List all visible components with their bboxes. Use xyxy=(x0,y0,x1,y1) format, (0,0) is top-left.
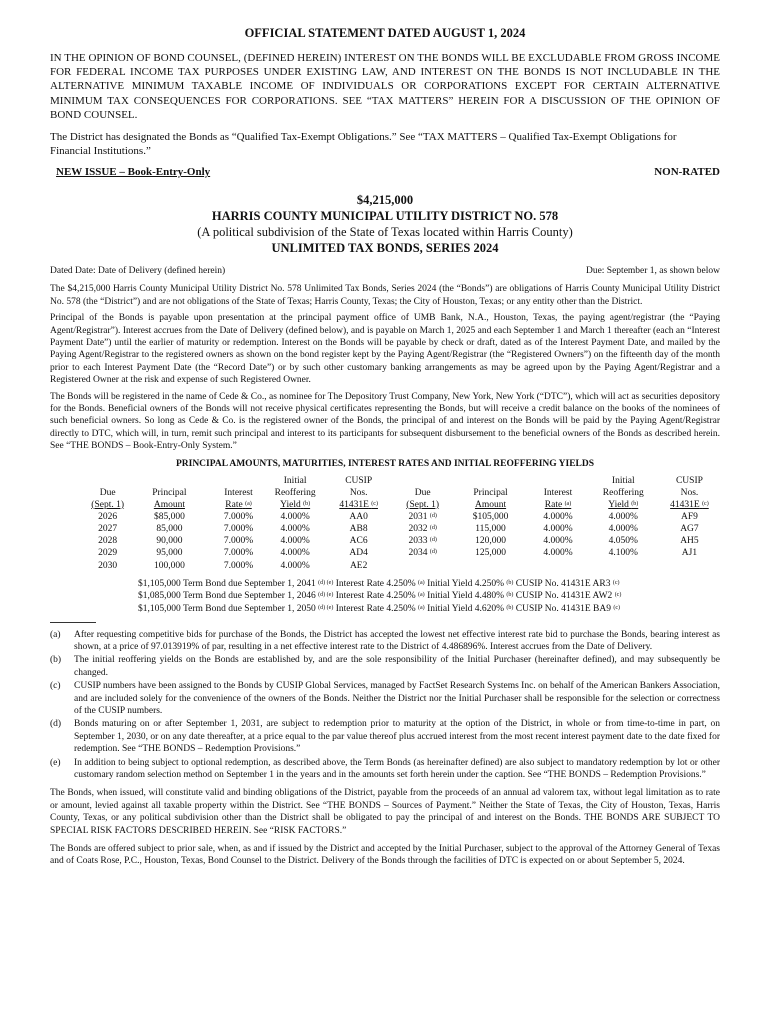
dated-due-row xyxy=(50,266,720,276)
security-paragraph: The Bonds, when issued, will constitute valid and binding obligations of the District, payable from the proceeds of an annual ad valorem tax, without legal limitation as to rate or amount, levied against all taxable property within the District. See “THE BONDS – Sources of Payment.” Neither the State of Texas, the City of Houston, Texas, Harris County, Texas, or any political subdivision other than the District shall be obligated to pay the principal of and interest on the Bonds. THE BONDS ARE SUBJECT TO SPECIAL RISK FACTORS DESCRIBED HEREIN. See “RISK FACTORS.” xyxy=(50,788,720,836)
bond-heading xyxy=(50,192,720,256)
footnote: (d) Bonds maturing on or after September 1, 2031, are subject to redemption prior to maturity at the option of the District, in whole or from time-to-time in part, on September 1, 2030, or on any date thereafter, at a price equal to the par value thereof plus accrued interest from the most recent interest payment date to the date fixed for redemption. See “THE BONDS – Redemption Provisions.” xyxy=(50,719,720,755)
issue-row xyxy=(50,166,720,178)
header-amount: Amount xyxy=(474,499,507,510)
intro-paragraph: The $4,215,000 Harris County Municipal Utility District No. 578 Unlimited Tax Bonds, Series 2024 (the “Bonds”) are obligations of Harris County Municipal Utility District No. 578 (the “District”) and are not obligations of the State of Texas; Harris County, Texas; the City of Houston, Texas; or any entity other than the District. xyxy=(50,284,720,307)
header-interest: Interest xyxy=(543,487,573,498)
dated-date: Dated Date: Date of Delivery (defined herein) xyxy=(50,266,226,277)
header-interest: Interest xyxy=(224,487,253,498)
document-title: OFFICIAL STATEMENT DATED AUGUST 1, 2024 xyxy=(244,26,526,40)
header-principal: Principal xyxy=(152,487,187,498)
header-cusip: CUSIP xyxy=(345,475,373,486)
table-row: 2027 85,000 7.000% 4.000% AB8 2032 $^{(d)}$ 115,000 4.000% 4.000% AG7 xyxy=(98,523,699,534)
header-yield: Yield $^{(b)}$ xyxy=(280,499,311,510)
tax-opinion-paragraph: IN THE OPINION OF BOND COUNSEL, (DEFINED HEREIN) INTEREST ON THE BONDS WILL BE EXCLUDABLE FROM GROSS INCOME FOR FEDERAL INCOME TAX PURPOSES UNDER EXISTING LAW, AND INTEREST ON THE BONDS IS NOT INCLUDABLE IN THE ALTERNATIVE MINIMUM TAXABLE INCOME OF INDIVIDUALS OR CORPORATIONS EXCEPT FOR CERTAIN ALTERNATIVE MINIMUM TAX CONSEQUENCES FOR CORPORATIONS. SEE “TAX MATTERS” HEREIN FOR A DISCUSSION OF THE OPINION OF BOND COUNSEL. xyxy=(50,52,720,121)
term-bond-line: $1,105,000 Term Bond due September 1, 2050 $^{(d) (e)}$ Interest Rate 4.250% $^{(a)}$ Initial Yield 4.620% $^{(b)}$ CUSIP No. 41431E BA9 $^{(c)}$ xyxy=(138,603,621,614)
book-entry-paragraph: The Bonds will be registered in the name of Cede & Co., as nominee for The Depository Trust Company, New York, New York (“DTC”), which will act as securities depository for the Bonds. Beneficial owners of the Bonds will not receive physical certificates representing the Bonds, but will receive a credit balance on the books of the nominees of such beneficial owners. So long as Cede & Co. is the registered owner of the Bonds, the principal of and interest on the Bonds will be paid by the Paying Agent/Registrar directly to DTC, which will, in turn, remit such principal and interest to its participants for subsequent disbursement to the beneficial owners of the Bonds as described herein. See “THE BONDS – Book-Entry-Only System.” xyxy=(50,391,720,452)
header-initial: Initial xyxy=(611,475,635,486)
term-bond-line: $1,085,000 Term Bond due September 1, 2046 $^{(d) (e)}$ Interest Rate 4.250% $^{(a)}$ Initial Yield 4.480% $^{(b)}$ CUSIP No. 41431E AW2 $^{(c)}$ xyxy=(138,591,622,602)
rating-label: NON-RATED xyxy=(654,166,720,179)
term-bonds xyxy=(138,578,720,616)
table-row: 2028 90,000 7.000% 4.000% AC6 2033 $^{(d)}$ 120,000 4.000% 4.050% AH5 xyxy=(98,536,699,547)
table-header-row-3 xyxy=(50,499,720,511)
official-statement-page xyxy=(50,26,720,872)
header-cusip-prefix: 41431E $^{(c)}$ xyxy=(339,499,378,510)
table-row: 2030 100,000 7.000% 4.000% AE2 xyxy=(98,560,368,571)
maturity-table xyxy=(50,475,720,572)
maturity-schedule-title: PRINCIPAL AMOUNTS, MATURITIES, INTEREST RATES AND INITIAL REOFFERING YIELDS xyxy=(175,458,595,469)
header-yield: Yield $^{(b)}$ xyxy=(608,499,639,510)
header-due: Due xyxy=(99,487,116,498)
header-rate: Rate $^{(a)}$ xyxy=(225,499,252,510)
issuer-name: HARRIS COUNTY MUNICIPAL UTILITY DISTRICT NO. 578 xyxy=(211,209,559,224)
bond-series: UNLIMITED TAX BONDS, SERIES 2024 xyxy=(271,241,499,256)
subdivision-note: (A political subdivision of the State of Texas located within Harris County) xyxy=(197,225,573,240)
new-issue-label: NEW ISSUE – Book-Entry-Only xyxy=(56,166,211,179)
table-row: 2026 $85,000 7.000% 4.000% AA0 2031 $^{(d)}$ $105,000 4.000% 4.000% AF9 xyxy=(98,511,698,522)
footnote-divider xyxy=(50,622,96,623)
footnote: (e) In addition to being subject to optional redemption, as described above, the Term Bonds (as hereinafter defined) are also subject to mandatory redemption by lot or other customary random selection method on September 1 in the years and in the amounts set forth herein under the caption. See “THE BONDS – Redemption Provisions.” xyxy=(50,757,720,780)
payment-paragraph: Principal of the Bonds is payable upon presentation at the principal payment office of UMB Bank, N.A., Houston, Texas, the paying agent/registrar (the “Paying Agent/Registrar”). Interest accrues from the Date of Delivery (defined below), and is payable on March 1, 2025 and each September 1 and March 1 thereafter (each an “Interest Payment Date”) until the earlier of maturity or redemption. Interest on the Bonds will be payable by check or draft, dated as of the Interest Payment Date, and mailed by the Paying Agent/Registrar to the registered owners as shown on the bond register kept by the Paying Agent/Registrar (the “Registered Owners”) on the fifteenth day of the month prior to each Interest Payment Date (the “Record Date”) or by such other customary banking arrangements as may be agreed upon by the Paying Agent/Registrar and a Registered Owner at the risk and expense of such Registered Owner. xyxy=(50,313,720,386)
term-bond-line: $1,105,000 Term Bond due September 1, 2041 $^{(d) (e)}$ Interest Rate 4.250% $^{(a)}$ Initial Yield 4.250% $^{(b)}$ CUSIP No. 41431E AR3 $^{(c)}$ xyxy=(138,578,620,589)
due-date: Due: September 1, as shown below xyxy=(585,266,720,277)
bond-amount: $4,215,000 xyxy=(356,193,414,208)
qualified-tax-exempt-paragraph: The District has designated the Bonds as “Qualified Tax-Exempt Obligations.” See “TAX MATTERS – Qualified Tax-Exempt Obligations for Financial Institutions.” xyxy=(50,131,677,158)
header-initial: Initial xyxy=(283,475,307,486)
header-reoffering: Reoffering xyxy=(274,487,316,498)
header-due: Due xyxy=(414,487,431,498)
table-header-row-2 xyxy=(50,487,720,499)
header-sept: (Sept. 1) xyxy=(91,499,125,510)
header-cusip-prefix: 41431E $^{(c)}$ xyxy=(670,499,709,510)
header-principal: Principal xyxy=(473,487,508,498)
header-rate: Rate $^{(a)}$ xyxy=(544,499,572,510)
header-nos: Nos. xyxy=(680,487,699,498)
table-header-row-1 xyxy=(50,475,720,487)
header-reoffering: Reoffering xyxy=(602,487,644,498)
header-nos: Nos. xyxy=(349,487,368,498)
footnote: (c) CUSIP numbers have been assigned to the Bonds by CUSIP Global Services, managed by FactSet Research Systems Inc. on behalf of the American Bankers Association, and are included solely for the convenience of the owners of the Bonds. Neither the District nor the Initial Purchaser shall be responsible for the selection or correctness of the CUSIP numbers. xyxy=(50,681,720,716)
header-sept: (Sept. 1) xyxy=(406,499,440,510)
header-amount: Amount xyxy=(153,499,185,510)
header-cusip: CUSIP xyxy=(675,475,703,486)
table-row: 2029 95,000 7.000% 4.000% AD4 2034 $^{(d)}$ 125,000 4.000% 4.100% AJ1 xyxy=(98,548,698,559)
footnote: (a) After requesting competitive bids for purchase of the Bonds, the District has accepted the lowest net effective interest rate bid to purchase the Bonds, bearing interest as shown, at a price of 97.013919% of par, resulting in a net effective interest rate to the District of 4.486896%. Interest accrues from the Date of Delivery. xyxy=(50,629,720,652)
offering-paragraph: The Bonds are offered subject to prior sale, when, as and if issued by the District and accepted by the Initial Purchaser, subject to the approval of the Attorney General of Texas and of Coats Rose, P.C., Houston, Texas, Bond Counsel to the District. Delivery of the Bonds through the facilities of DTC is expected on or about September 5, 2024. xyxy=(50,844,720,867)
footnote: (b) The initial reoffering yields on the Bonds are established by, and are the sole responsibility of the Initial Purchaser (hereinafter defined), and may subsequently be changed. xyxy=(50,655,720,678)
